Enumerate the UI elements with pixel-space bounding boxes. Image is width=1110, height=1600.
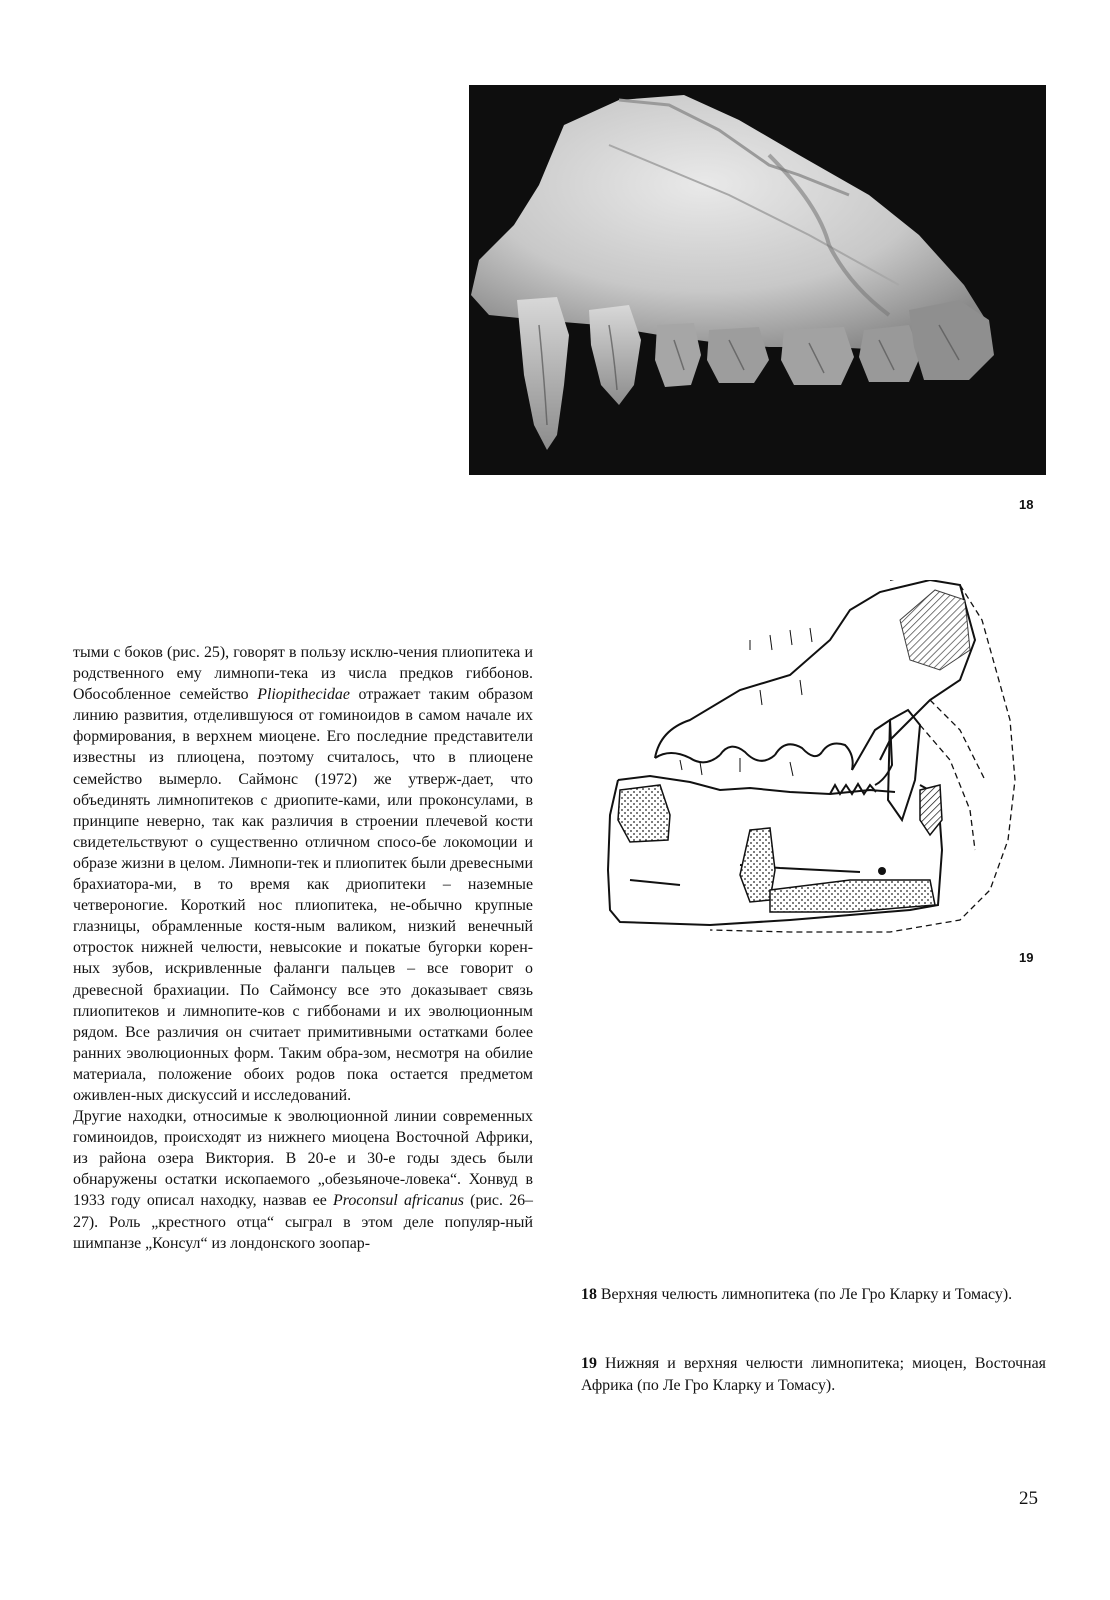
caption-fig19: [581, 1353, 1046, 1396]
fig19-number: 19: [1019, 950, 1034, 965]
jaw-photo-image: [469, 85, 1046, 475]
paragraph-1: [73, 642, 533, 1106]
paragraph-1-part-a: тыми с боков (рис. 25), говорят в пользу исклю-чения плиопитека и родственного ему лимнопи-тека из числа предков гиббонов. Обособленное семейство: [73, 644, 533, 704]
caption-fig19-number: 19: [581, 1355, 597, 1372]
paragraph-2-part-a: Другие находки, относимые к эволюционной линии современных гоминоидов, происходят из нижнего миоцена Восточной Африки, из района озера Виктория. В 20-е и 30-е годы здесь были обнаружены остатки ископаемого „обезьяноче-ловека“. Хонвуд в 1933 году описал находку, назвав ее: [73, 1108, 533, 1210]
paragraph-2: [73, 1106, 533, 1254]
fig18-photo: [469, 85, 1046, 475]
paragraph-2-italic-species: Proconsul africanus: [333, 1192, 464, 1210]
jaw-line-drawing: [590, 580, 1050, 980]
caption-fig18: [581, 1284, 1046, 1306]
caption-fig18-number: 18: [581, 1286, 597, 1303]
caption-fig19-text: Нижняя и верхняя челюсти лимнопитека; миоцен, Восточная Африка (по Ле Гро Кларку и Томасу).: [581, 1355, 1046, 1394]
paragraph-2-part-c: (рис. 26–27). Роль „крестного отца“ сыграл в этом деле популяр-ный шимпанзе „Консул“ из лондонского зоопар-: [73, 1192, 533, 1252]
fig19-drawing: [590, 580, 1050, 980]
paragraph-1-part-c: отражает таким образом линию развития, отделившуюся от гоминоидов в самом начале их формирования, в верхнем миоцене. Его последние представители известны из плиоцена, поэтому считалось, что в плиоцене семейство вымерло. Саймонс (1972) же утверж-дает, что объединять лимнопитеков с дриопите-ками, или проконсулами, в принципе неверно, так как различия в строении плечевой кости свидетельствуют о существенно отличном спосо-бе локомоции и образе жизни в целом. Лимнопи-тек и плиопитек были древесными брахиатора-ми, в то время как дриопитеки – наземные четвероногие. Короткий нос плиопитека, не-обычно крупные глазницы, обрамленные костя-ным валиком, низкий венечный отросток нижней челюсти, невысокие и покатые бугорки корен-ных зубов, искривленные фаланги пальцев – все говорит о древесной брахиации. По Саймонсу все это доказывает связь плиопитеков и лимнопите-ков с гиббонами и их эволюционным рядом. Все различия он считает примитивными остатками более ранних эволюционных форм. Таким обра-зом, несмотря на обилие материала, положение обоих родов пока остается предметом оживлен-ных дискуссий и исследований.: [73, 686, 534, 1104]
caption-fig18-text: Верхняя челюсть лимнопитека (по Ле Гро Кларку и Томасу).: [596, 1286, 1013, 1303]
paragraph-1-italic-family: Pliopithecidae: [257, 686, 350, 704]
main-text-column: [73, 642, 533, 1254]
page-number: 25: [1019, 1488, 1038, 1509]
fig18-number: 18: [1019, 497, 1034, 512]
